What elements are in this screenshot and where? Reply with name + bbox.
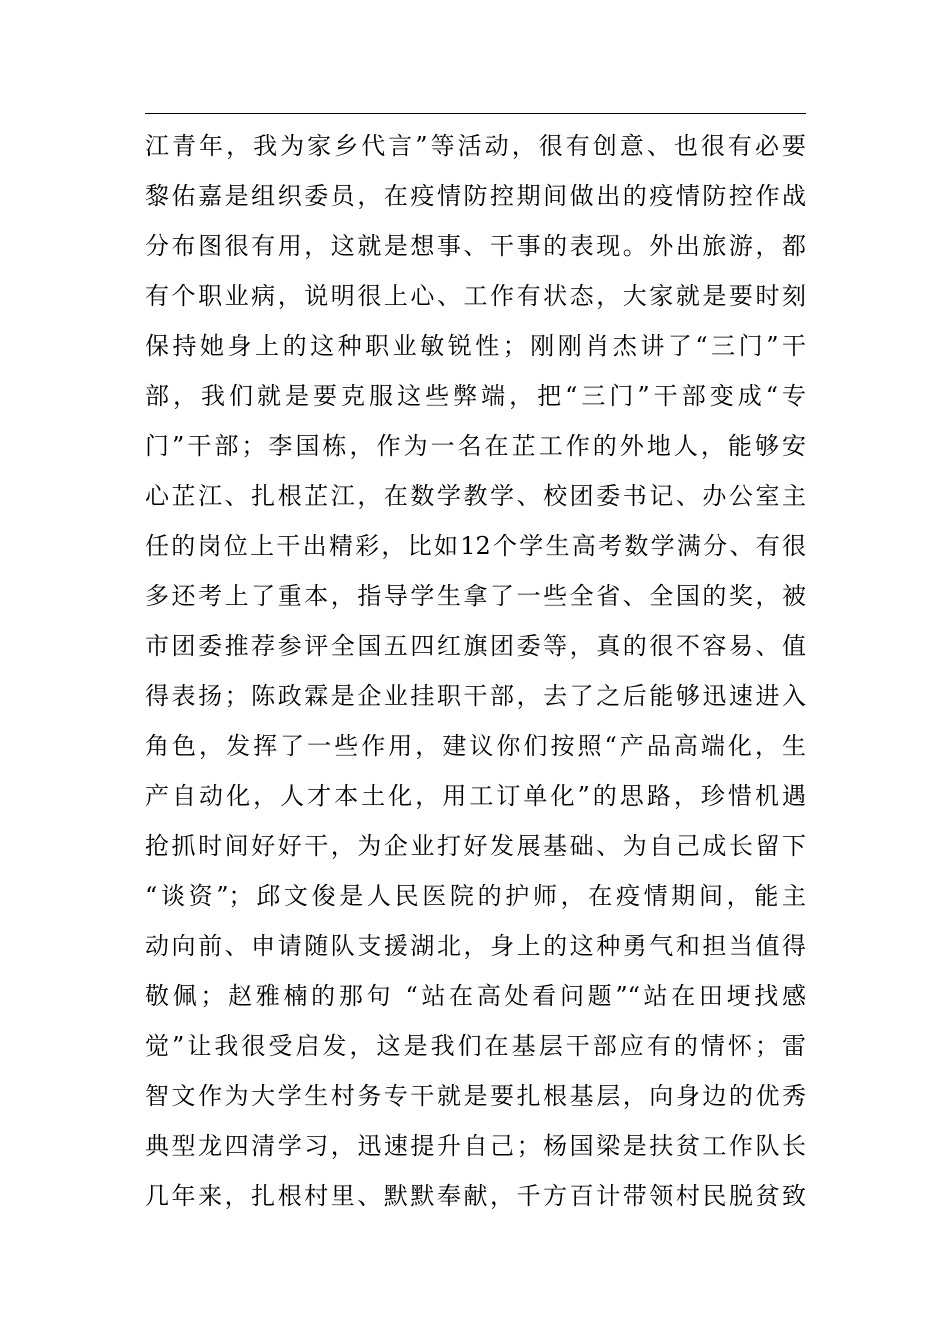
text-line: 觉”让我很受启发，这是我们在基层干部应有的情怀；雷 — [145, 1032, 806, 1060]
text-line: 任的岗位上干出精彩，比如12个学生高考数学满分、有很 — [145, 532, 806, 560]
text-line: 门”干部；李国栋，作为一名在芷工作的外地人，能够安 — [145, 432, 806, 460]
text-line: 产自动化，人才本土化，用工订单化”的思路，珍惜机遇 — [145, 782, 806, 810]
text-line: 多还考上了重本，指导学生拿了一些全省、全国的奖，被 — [145, 582, 806, 610]
text-line: 动向前、申请随队支援湖北，身上的这种勇气和担当值得 — [145, 932, 806, 960]
body-text — [145, 121, 806, 1221]
text-line: 抢抓时间好好干，为企业打好发展基础、为自己成长留下 — [145, 832, 806, 860]
text-line: “谈资”；邱文俊是人民医院的护师，在疫情期间，能主 — [145, 882, 806, 910]
text-line: 黎佑嘉是组织委员，在疫情防控期间做出的疫情防控作战 — [145, 182, 806, 210]
text-line: 分布图很有用，这就是想事、干事的表现。外出旅游，都 — [145, 232, 806, 260]
text-line: 部，我们就是要克服这些弊端，把“三门”干部变成“专 — [145, 382, 806, 410]
text-line: 角色，发挥了一些作用，建议你们按照“产品高端化，生 — [145, 732, 806, 760]
header-rule — [145, 113, 806, 114]
text-line: 有个职业病，说明很上心、工作有状态，大家就是要时刻 — [145, 282, 806, 310]
text-line: 市团委推荐参评全国五四红旗团委等，真的很不容易、值 — [145, 632, 806, 660]
text-line: 智文作为大学生村务专干就是要扎根基层，向身边的优秀 — [145, 1082, 806, 1110]
text-line: 江青年，我为家乡代言”等活动，很有创意、也很有必要 — [145, 132, 806, 160]
text-line: 保持她身上的这种职业敏锐性；刚刚肖杰讲了“三门”干 — [145, 332, 806, 360]
text-line: 敬佩；赵雅楠的那句 “站在高处看问题”“站在田埂找感 — [145, 982, 806, 1010]
text-line: 几年来，扎根村里、默默奉献，千方百计带领村民脱贫致 — [145, 1182, 806, 1210]
text-line: 心芷江、扎根芷江，在数学教学、校团委书记、办公室主 — [145, 482, 806, 510]
text-line: 得表扬；陈政霖是企业挂职干部，去了之后能够迅速进入 — [145, 682, 806, 710]
text-line: 典型龙四清学习，迅速提升自己；杨国梁是扶贫工作队长 — [145, 1132, 806, 1160]
